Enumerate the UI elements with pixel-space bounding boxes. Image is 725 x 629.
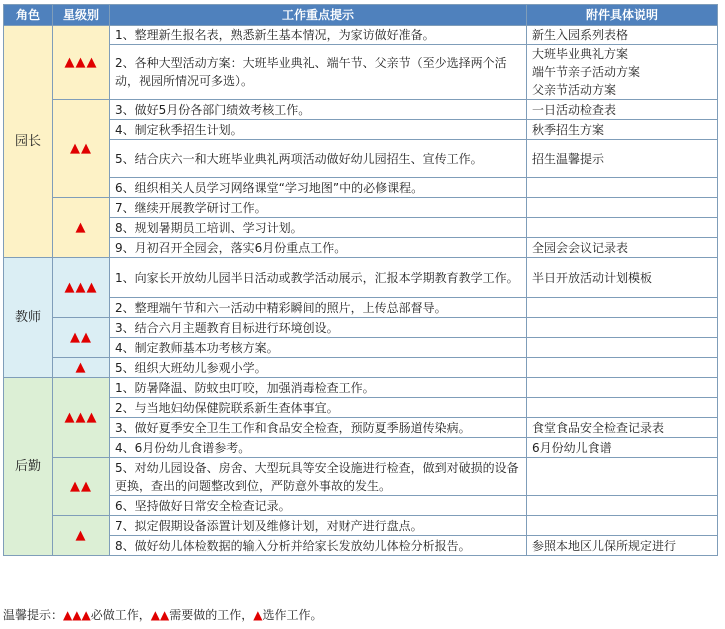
attachment-cell [527, 516, 718, 536]
task-cell: 5、对幼儿园设备、房舍、大型玩具等安全设施进行检查，做到对破损的设备更换，查出的问题整改到位，严防意外事故的发生。 [110, 458, 527, 496]
attachment-cell [527, 398, 718, 418]
table-row [4, 178, 718, 198]
table-row [4, 100, 718, 120]
table-row [4, 516, 718, 536]
table-row [4, 458, 718, 496]
table-row [4, 496, 718, 516]
task-cell: 6、坚持做好日常安全检查记录。 [110, 496, 527, 516]
task-cell: 3、做好夏季安全卫生工作和食品安全检查，预防夏季肠道传染病。 [110, 418, 527, 438]
tip-note [3, 606, 322, 623]
table-row [4, 198, 718, 218]
role-cell: 园长 [4, 26, 53, 258]
table-row [4, 298, 718, 318]
star-level-icon: ▲ [53, 358, 110, 378]
table-row [4, 218, 718, 238]
role-cell: 后勤 [4, 378, 53, 556]
attachment-cell: 6月份幼儿食谱 [527, 438, 718, 458]
tip-three-stars-text: 必做工作， [90, 608, 151, 622]
task-cell: 7、拟定假期设备添置计划及维修计划，对财产进行盘点。 [110, 516, 527, 536]
task-cell: 7、继续开展教学研讨工作。 [110, 198, 527, 218]
star-level-icon: ▲▲▲ [53, 258, 110, 318]
task-cell: 4、6月份幼儿食谱参考。 [110, 438, 527, 458]
task-cell: 8、规划暑期员工培训、学习计划。 [110, 218, 527, 238]
tip-one-star-icon: ▲ [253, 608, 263, 622]
task-cell: 5、组织大班幼儿参观小学。 [110, 358, 527, 378]
tip-three-stars-icon: ▲▲▲ [63, 608, 91, 622]
tip-two-stars-icon: ▲▲ [150, 608, 170, 622]
table-row [4, 26, 718, 45]
star-level-icon: ▲▲▲ [53, 378, 110, 458]
table-row [4, 238, 718, 258]
header-attachment: 附件具体说明 [527, 5, 718, 26]
header-row [4, 5, 718, 26]
table-row [4, 358, 718, 378]
attachment-cell [527, 318, 718, 338]
attachment-cell: 秋季招生方案 [527, 120, 718, 140]
attachment-cell: 新生入园系列表格 [527, 26, 718, 45]
attachment-cell: 食堂食品安全检查记录表 [527, 418, 718, 438]
task-cell: 2、各种大型活动方案：大班毕业典礼、端午节、父亲节（至少选择两个活动，视园所情况可多选）。 [110, 45, 527, 100]
task-cell: 9、月初召开全园会，落实6月份重点工作。 [110, 238, 527, 258]
task-cell: 5、结合庆六一和大班毕业典礼两项活动做好幼儿园招生、宣传工作。 [110, 140, 527, 178]
header-work-focus: 工作重点提示 [110, 5, 527, 26]
table-row [4, 258, 718, 298]
task-cell: 4、制定秋季招生计划。 [110, 120, 527, 140]
table-body [4, 26, 718, 556]
table-row [4, 318, 718, 338]
table-row [4, 378, 718, 398]
attachment-cell: 一日活动检查表 [527, 100, 718, 120]
table-row [4, 120, 718, 140]
star-level-icon: ▲▲ [53, 458, 110, 516]
table-row [4, 45, 718, 100]
attachment-cell [527, 218, 718, 238]
task-cell: 8、做好幼儿体检数据的输入分析并给家长发放幼儿体检分析报告。 [110, 536, 527, 556]
header-role: 角色 [4, 5, 53, 26]
attachment-cell [527, 298, 718, 318]
table-row [4, 398, 718, 418]
star-level-icon: ▲ [53, 516, 110, 556]
task-cell: 2、与当地妇幼保健院联系新生查体事宜。 [110, 398, 527, 418]
attachment-cell [527, 458, 718, 496]
attachment-cell: 大班毕业典礼方案 端午节亲子活动方案 父亲节活动方案 [527, 45, 718, 100]
attachment-cell [527, 338, 718, 358]
attachment-cell: 招生温馨提示 [527, 140, 718, 178]
table-row [4, 140, 718, 178]
task-cell: 3、结合六月主题教育目标进行环境创设。 [110, 318, 527, 338]
star-level-icon: ▲ [53, 198, 110, 258]
table-row [4, 338, 718, 358]
role-cell: 教师 [4, 258, 53, 378]
task-cell: 6、组织相关人员学习网络课堂“学习地图”中的必修课程。 [110, 178, 527, 198]
table-row [4, 438, 718, 458]
task-cell: 1、向家长开放幼儿园半日活动或教学活动展示，汇报本学期教育教学工作。 [110, 258, 527, 298]
task-cell: 2、整理端午节和六一活动中精彩瞬间的照片，上传总部督导。 [110, 298, 527, 318]
star-level-icon: ▲▲ [53, 100, 110, 198]
attachment-cell: 参照本地区儿保所规定进行 [527, 536, 718, 556]
star-level-icon: ▲▲▲ [53, 26, 110, 100]
table-row [4, 418, 718, 438]
table-row [4, 536, 718, 556]
tip-prefix: 温馨提示： [3, 608, 64, 622]
header-star-level: 星级别 [53, 5, 110, 26]
tip-two-stars-text: 需要做的工作， [169, 608, 254, 622]
attachment-cell [527, 378, 718, 398]
attachment-cell [527, 496, 718, 516]
attachment-cell [527, 358, 718, 378]
attachment-cell: 全园会会议记录表 [527, 238, 718, 258]
task-cell: 3、做好5月份各部门绩效考核工作。 [110, 100, 527, 120]
task-cell: 1、整理新生报名表，熟悉新生基本情况，为家访做好准备。 [110, 26, 527, 45]
attachment-cell [527, 178, 718, 198]
work-plan-table [3, 4, 718, 556]
attachment-cell: 半日开放活动计划模板 [527, 258, 718, 298]
star-level-icon: ▲▲ [53, 318, 110, 358]
attachment-cell [527, 198, 718, 218]
task-cell: 4、制定教师基本功考核方案。 [110, 338, 527, 358]
task-cell: 1、防暑降温、防蚊虫叮咬，加强消毒检查工作。 [110, 378, 527, 398]
tip-one-star-text: 选作工作。 [262, 608, 323, 622]
